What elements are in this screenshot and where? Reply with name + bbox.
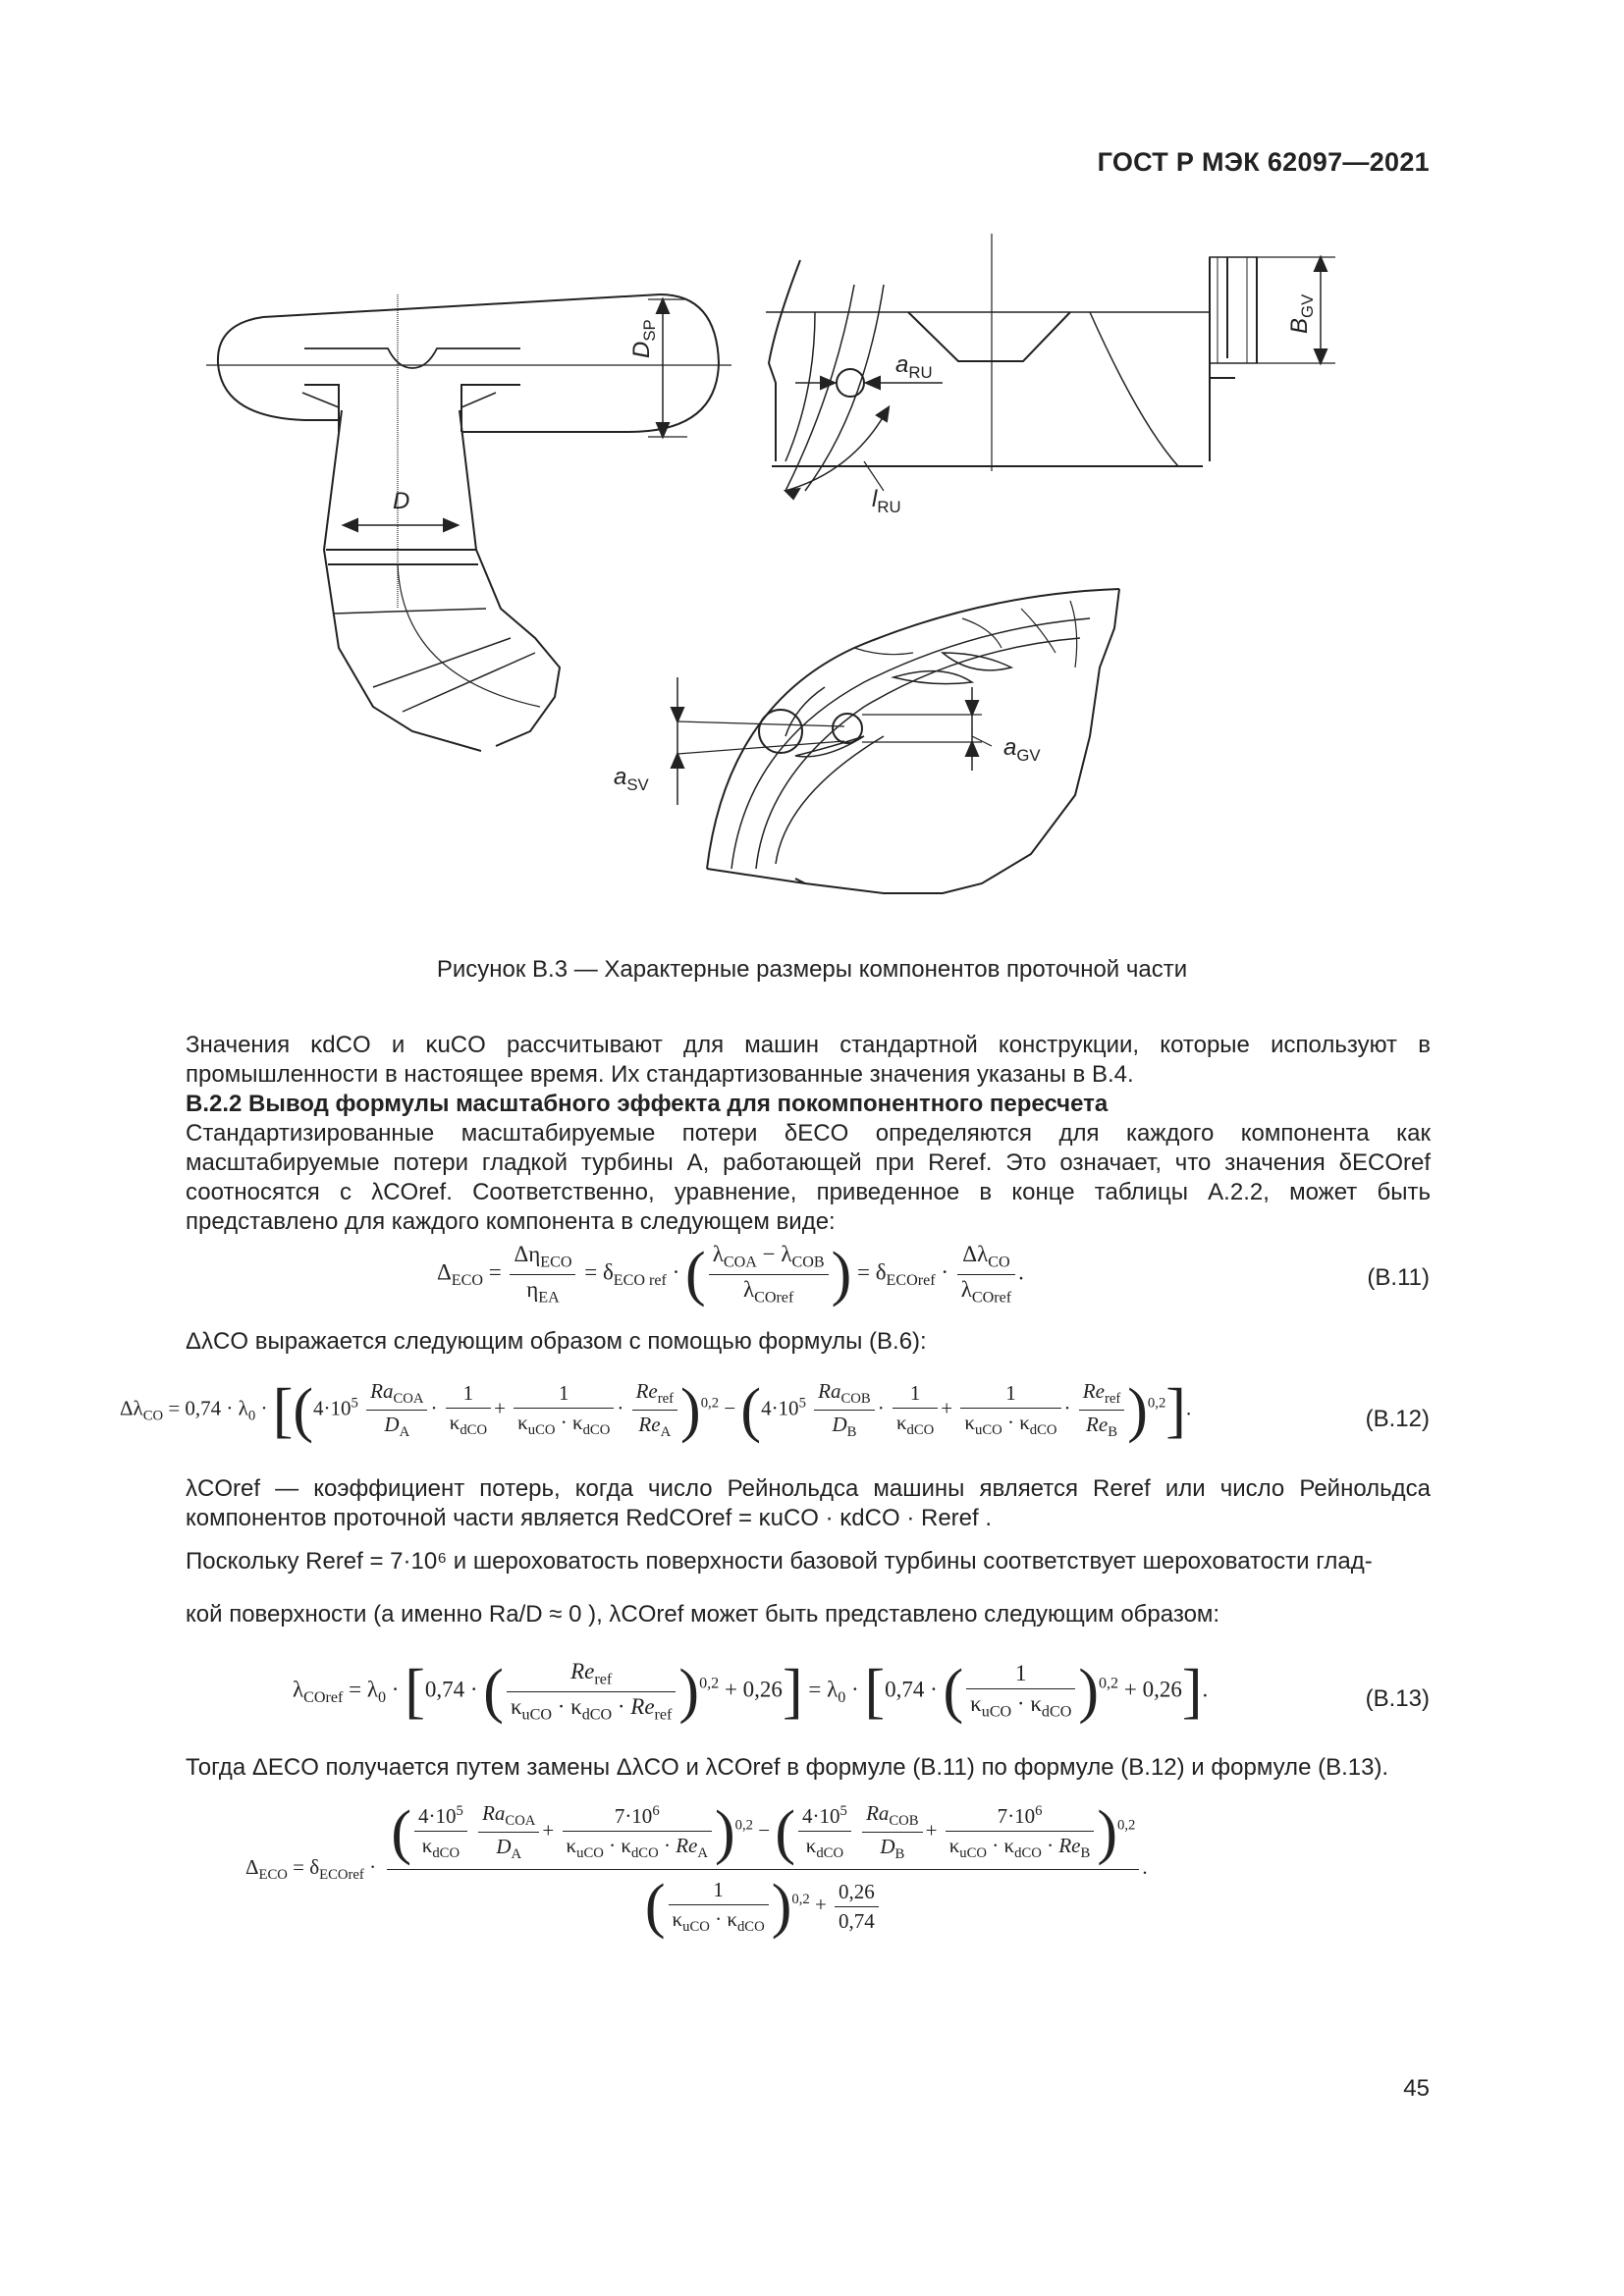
section-heading-b22: В.2.2 Вывод формулы масштабного эффекта для покомпонентного пересчета bbox=[186, 1091, 1109, 1117]
page-number: 45 bbox=[1403, 2075, 1430, 2102]
bgv-label: $B_{GV}$ bbox=[1286, 294, 1317, 334]
paragraph-smooth-surface: кой поверхности (а именно Ra/D ≈ 0 ), λCOref может быть представлено следующим образом: bbox=[186, 1601, 1220, 1628]
document-header: ГОСТ Р МЭК 62097—2021 bbox=[1097, 147, 1430, 177]
paragraph-scaled-losses: Стандартизированные масштабируемые потери δECO определяются для каждого компонента как масштабируемые потери гладкой турбины А, работающей при Reref. Это означает, что значения δECOref соотносятся с λCOref. Соответственно, уравнение, приведенное в конце таблицы А.2.2, может быть представлено для каждого компонента в следующем виде: bbox=[186, 1120, 1431, 1235]
equation-number-b11: (B.11) bbox=[1367, 1264, 1430, 1291]
equation-b11: $\Delta_{ECO}$ = $\frac{\Delta\eta_{ECO}}{\eta_{EA}}$ = $\delta_{ECO ref}$ · ( $\frac{\lambda_{COA} - \lambda_{COB}}{\lambda_{COref}}$ ) = $\delta_{ECOref}$ · $\frac{\Delta\lambda_{CO}}{\lambda_{COref}}$ . bbox=[437, 1241, 1024, 1308]
equation-number-b13: (B.13) bbox=[1365, 1685, 1430, 1712]
aru-label: $a_{RU}$ bbox=[895, 351, 933, 382]
paragraph-lambda-coref: λCOref — коэффициент потерь, когда число Рейнольдса машины является Reref или число Рейнольдса компонентов проточной части является RedCOref = κuCO · κdCO · Reref . bbox=[186, 1475, 1431, 1531]
paragraph-kappa-values: Значения κdCO и κuCO рассчитывают для машин стандартной конструкции, которые используют в промышленности в настоящее время. Их стандартизованные значения указаны в В.4. bbox=[186, 1032, 1431, 1088]
equation-b12: $\Delta\lambda_{CO} = 0,74 \cdot \lambda_0 \cdot [(4\cdot 10^5$ $\frac{Ra_{COA}}{D_A}$ · $\frac{1}{\kappa_{dCO}}$ + $\frac{1}{\kappa_{uCO} \cdot \kappa_{dCO}}$ · $\frac{Re_{ref}}{Re_A}$ )$^{0,2} - (4\cdot 10^5$ $\frac{Ra_{COB}}{D_B}$ · $\frac{1}{\kappa_{dCO}}$ + $\frac{1}{\kappa_{uCO} \cdot \kappa_{dCO}}$ · $\frac{Re_{ref}}{Re_B}$ )$^{0,2}$]. bbox=[120, 1376, 1192, 1444]
equation-number-b12: (B.12) bbox=[1365, 1406, 1430, 1432]
agv-label: $a_{GV}$ bbox=[1003, 734, 1041, 765]
equation-b13: $\lambda_{COref} = \lambda_0 \cdot [0,74$ · ( $\frac{Re_{ref}}{\kappa_{uCO} \cdot \kappa_{dCO} \cdot Re_{ref}}$ )$^{0,2} + 0,26] = \lambda_0 \cdot [0,74$ · ( $\frac{1}{\kappa_{uCO} \cdot \kappa_{dCO}}$ )$^{0,2}$ + 0,26]. bbox=[293, 1658, 1209, 1726]
lru-label: $l_{RU}$ bbox=[872, 486, 901, 516]
paragraph-since-reref: Поскольку Reref = 7·10⁶ и шероховатость поверхности базовой турбины соответствует шероховатости глад- bbox=[186, 1548, 1373, 1575]
paragraph-then-delta-eco: Тогда ΔECO получается путем замены ΔλCO и λCOref в формуле (В.11) по формуле (В.12) и формуле (В.13). bbox=[186, 1754, 1389, 1781]
figure-caption: Рисунок B.3 — Характерные размеры компонентов проточной части bbox=[436, 956, 1188, 983]
dsp-label: $D_{SP}$ bbox=[628, 319, 659, 358]
equation-delta-eco-final: $\Delta_{ECO} = \delta_{ECOref}$ · ( $\frac{4\cdot 10^5}{\kappa_{dCO}}$ $\frac{Ra_{COA}}{D_A}$ + $\frac{7\cdot 10^6}{\kappa_{uCO} \cdot \kappa_{dCO} \cdot Re_A}$ )$^{0,2}$ − ( $\frac{4\cdot 10^5}{\kappa_{dCO}}$ $\frac{Ra_{COB}}{D_B}$ + $\frac{7\cdot 10^6}{\kappa_{uCO} \cdot \kappa_{dCO} \cdot Re_B}$ )$^{0,2}$ ( $\frac{1}{\kappa_{uCO} \cdot \kappa_{dCO}}$ )$^{0,2}$ + $\frac{0,26}{0,74}$ . bbox=[245, 1798, 1148, 1941]
figure-drawing bbox=[0, 0, 1624, 942]
d-label: D bbox=[393, 488, 410, 514]
asv-label: $a_{SV}$ bbox=[614, 764, 649, 794]
paragraph-delta-lambda: ΔλCO выражается следующим образом с помощью формулы (В.6): bbox=[186, 1328, 927, 1355]
figure-b3 bbox=[0, 0, 1624, 942]
